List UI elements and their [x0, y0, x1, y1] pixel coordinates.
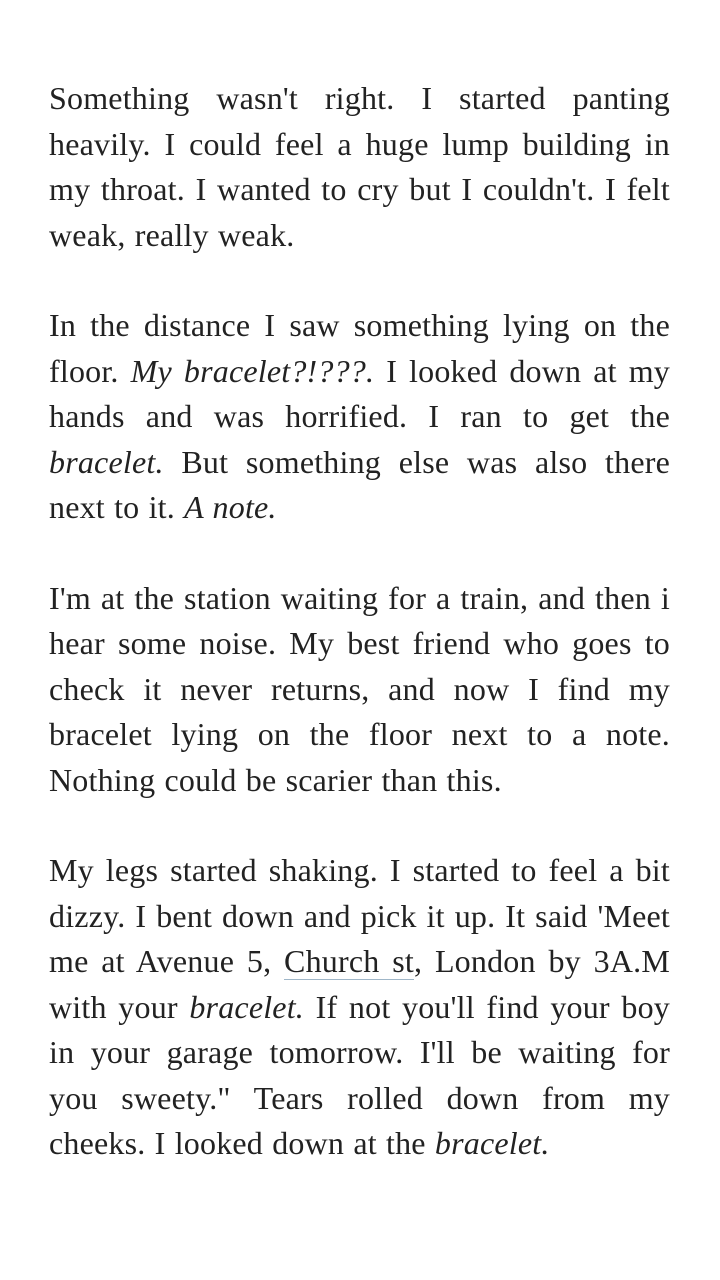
paragraph-3-text: I'm at the station waiting for a train, and then i hear some noise. My best friend who goes to check it never returns, and now I find my bracelet lying on the floor next to a note. Nothing could be scarier than this.: [49, 579, 670, 798]
paragraph-1: [49, 76, 670, 258]
paragraph-4-text-b: , London by 3A.M with your: [49, 943, 670, 1025]
paragraph-4: [49, 848, 670, 1167]
paragraph-2-text-c: I looked down at my hands and was horrified. I ran to get the: [49, 352, 671, 434]
paragraph-2: [49, 303, 670, 531]
paragraph-2-text-a: In the distance I saw something lying on the floor.: [49, 307, 670, 389]
paragraph-1-text: Something wasn't right. I started panting heavily. I could feel a huge lump building in my throat. I wanted to cry but I couldn't. I felt weak, really weak.: [49, 80, 670, 253]
address-link[interactable]: Church st: [284, 943, 414, 979]
paragraph-2-italic-note: A note.: [184, 489, 277, 525]
paragraph-2-italic-bracelet: bracelet.: [49, 443, 164, 480]
paragraph-4-text-a: My legs started shaking. I started to feel a bit dizzy. I bent down and pick it up. It said 'Meet me at Avenue 5,: [49, 852, 670, 979]
paragraph-2-text-e: But something else was also there next to it.: [49, 443, 670, 525]
paragraph-2-italic-bracelet-question: My bracelet?!???.: [130, 352, 375, 389]
paragraph-4-italic-bracelet-end: bracelet.: [434, 1125, 550, 1161]
paragraph-3: [49, 576, 670, 804]
paragraph-4-text-d: If not you'll find your boy in your garage tomorrow. I'll be waiting for you sweety." Tears rolled down from my cheeks. I looked down at the: [49, 988, 670, 1161]
paragraph-4-italic-bracelet: bracelet.: [189, 988, 305, 1025]
